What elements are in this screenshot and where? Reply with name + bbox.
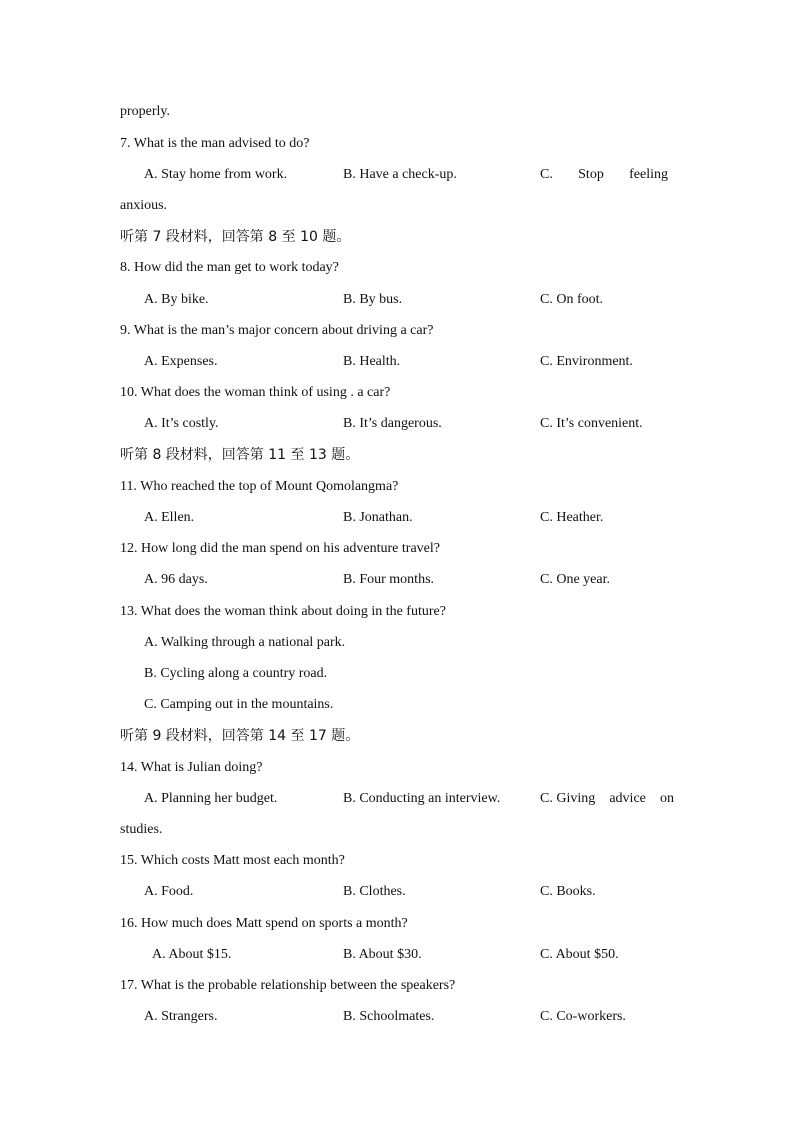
option-15b: B. Clothes. [343,884,406,899]
option-13b-line [0,664,794,684]
question-10: 10. What does the woman think of using . a car? [120,385,391,400]
option-7c-word: Stop [578,167,604,182]
option-11a: A. Ellen. [144,510,195,525]
option-12a: A. 96 days. [144,572,208,587]
option-7c-wrap: anxious. [120,198,168,213]
option-14c [540,789,674,809]
option-13a-line [0,633,794,653]
option-15a: A. Food. [144,884,194,899]
question-15: 15. Which costs Matt most each month? [120,853,345,868]
question-16: 16. How much does Matt spend on sports a month? [120,916,408,931]
option-13c-line [0,695,794,715]
question-12-options [0,570,794,590]
option-14a: A. Planning her budget. [144,791,278,806]
question-9: 9. What is the man’s major concern about driving a car? [120,323,434,338]
question-16-options [0,945,794,965]
question-9-options [0,352,794,372]
option-13a: A. Walking through a national park. [144,635,346,650]
section-heading-8: 听第 8 段材料，回答第 11 至 13 题。 [120,447,360,463]
option-7b: B. Have a check-up. [343,167,457,182]
question-7-options [0,165,794,185]
option-17b: B. Schoolmates. [343,1009,435,1024]
question-13: 13. What does the woman think about doing in the future? [120,604,446,619]
option-7c-word: C. [540,167,553,182]
option-9c: C. Environment. [540,354,633,369]
question-17: 17. What is the probable relationship between the speakers? [120,978,456,993]
question-15-options [0,882,794,902]
question-10-options [0,414,794,434]
option-13b: B. Cycling along a country road. [144,666,328,681]
continued-text: properly. [120,104,171,119]
option-16c: C. About $50. [540,947,619,962]
question-12: 12. How long did the man spend on his adventure travel? [120,541,440,556]
option-11b: B. Jonathan. [343,510,413,525]
option-9a: A. Expenses. [144,354,218,369]
question-8: 8. How did the man get to work today? [120,260,339,275]
option-16b: B. About $30. [343,947,422,962]
option-11c: C. Heather. [540,510,604,525]
question-17-options [0,1007,794,1027]
option-14c-word: C. Giving [540,791,596,806]
option-14c-wrap: studies. [120,822,163,837]
option-7c [540,165,668,185]
option-14b: B. Conducting an interview. [343,791,501,806]
question-11: 11. Who reached the top of Mount Qomolangma? [120,479,399,494]
option-8a: A. By bike. [144,292,209,307]
section-heading-7: 听第 7 段材料，回答第 8 至 10 题。 [120,229,351,245]
option-8b: B. By bus. [343,292,403,307]
option-14c-word: on [659,791,674,806]
option-10c: C. It’s convenient. [540,416,643,431]
option-13c: C. Camping out in the mountains. [144,697,334,712]
option-9b: B. Health. [343,354,401,369]
question-7: 7. What is the man advised to do? [120,136,310,151]
option-7c-word: feeling [629,167,668,182]
question-14: 14. What is Julian doing? [120,760,263,775]
option-10b: B. It’s dangerous. [343,416,442,431]
option-16a: A. About $15. [152,947,232,962]
option-17a: A. Strangers. [144,1009,218,1024]
option-14c-word: advice [609,791,646,806]
option-15c: C. Books. [540,884,596,899]
question-8-options [0,290,794,310]
question-11-options [0,508,794,528]
question-14-options [0,789,794,809]
option-7a: A. Stay home from work. [144,167,288,182]
option-17c: C. Co-workers. [540,1009,626,1024]
option-12c: C. One year. [540,572,610,587]
option-8c: C. On foot. [540,292,603,307]
section-heading-9: 听第 9 段材料，回答第 14 至 17 题。 [120,728,360,744]
option-10a: A. It’s costly. [144,416,219,431]
option-12b: B. Four months. [343,572,435,587]
